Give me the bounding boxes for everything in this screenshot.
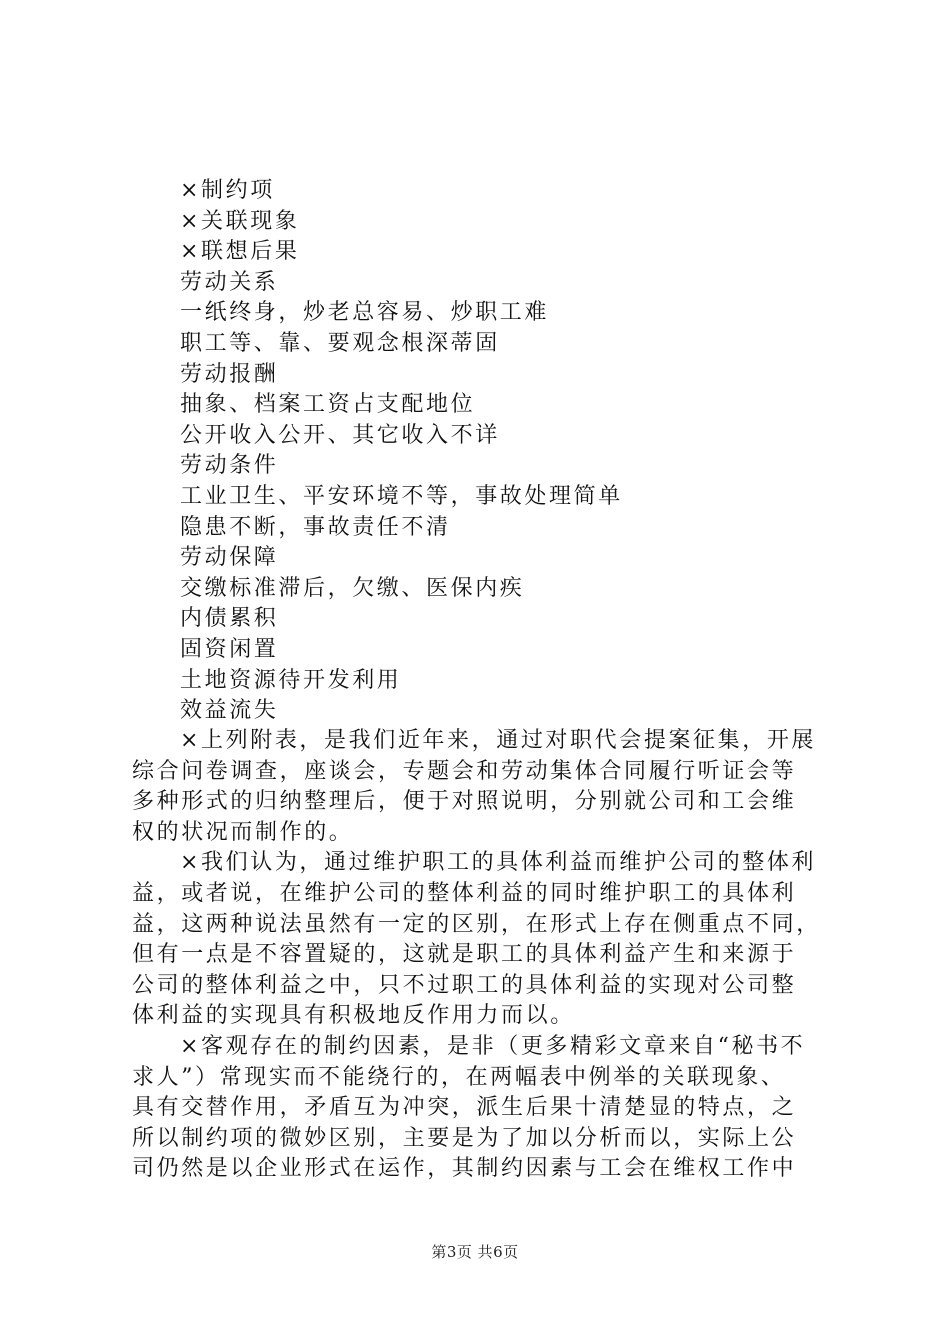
outline-line: 固资闲置 [180, 636, 279, 662]
outline-line: 一纸终身，炒老总容易、炒职工难 [180, 300, 550, 326]
paragraph-line: 但有一点是不容置疑的，这就是职工的具体利益产生和来源于 [132, 942, 797, 968]
outline-line: 劳动关系 [180, 269, 279, 295]
outline-line: 职工等、靠、要观念根深蒂固 [180, 330, 500, 356]
outline-line: ×关联现象 [180, 208, 300, 234]
paragraph-line: 求人”）常现实而不能绕行的，在两幅表中例举的关联现象、 [132, 1064, 786, 1090]
paragraph [132, 848, 832, 1032]
paragraph-line: 权的状况而制作的。 [132, 819, 354, 845]
outline-line: 抽象、档案工资占支配地位 [180, 392, 476, 418]
outline-list [180, 176, 880, 727]
paragraph-line: 所以制约项的微妙区别，主要是为了加以分析而以，实际上公 [132, 1125, 797, 1151]
paragraph-line: 多种形式的归纳整理后，便于对照说明，分别就公司和工会维 [132, 789, 797, 815]
paragraph-line: 具有交替作用，矛盾互为冲突，派生后果十清楚显的特点，之 [132, 1095, 797, 1121]
paragraph-line: 益，或者说，在维护公司的整体利益的同时维护职工的具体利 [132, 880, 797, 906]
paragraph-line: 司仍然是以企业形式在运作，其制约因素与工会在维权工作中 [132, 1156, 797, 1182]
paragraph-line: 益，这两种说法虽然有一定的区别，在形式上存在侧重点不同， [132, 911, 821, 937]
outline-line: 工业卫生、平安环境不等，事故处理简单 [180, 483, 623, 509]
outline-line: 劳动报酬 [180, 361, 279, 387]
outline-line: 土地资源待开发利用 [180, 667, 402, 693]
paragraph-line: ×上列附表，是我们近年来，通过对职代会提案征集，开展 [180, 728, 817, 753]
outline-line: 交缴标准滞后，欠缴、医保内疾 [180, 575, 525, 601]
paragraph-line: 公司的整体利益之中，只不过职工的具体利益的实现对公司整 [132, 972, 797, 998]
paragraph-line: ×我们认为，通过维护职工的具体利益而维护公司的整体利 [180, 850, 817, 876]
outline-line: ×制约项 [180, 178, 275, 203]
outline-line: 劳动条件 [180, 453, 279, 479]
body-text [132, 726, 832, 1185]
outline-line: ×联想后果 [180, 239, 300, 265]
outline-line: 公开收入公开、其它收入不详 [180, 422, 500, 448]
paragraph [132, 1032, 832, 1185]
outline-line: 效益流失 [180, 698, 279, 724]
page-footer: 第3页 共6页 [431, 1243, 519, 1261]
paragraph-line: 体利益的实现具有积极地反作用力而以。 [132, 1003, 575, 1029]
paragraph-line: 综合问卷调查，座谈会，专题会和劳动集体合同履行听证会等 [132, 758, 797, 784]
outline-line: 隐患不断，事故责任不清 [180, 514, 451, 540]
paragraph-line: ×客观存在的制约因素，是非（更多精彩文章来自“秘书不 [180, 1033, 806, 1059]
outline-line: 内债累积 [180, 606, 279, 632]
outline-line: 劳动保障 [180, 545, 279, 571]
paragraph [132, 726, 832, 848]
